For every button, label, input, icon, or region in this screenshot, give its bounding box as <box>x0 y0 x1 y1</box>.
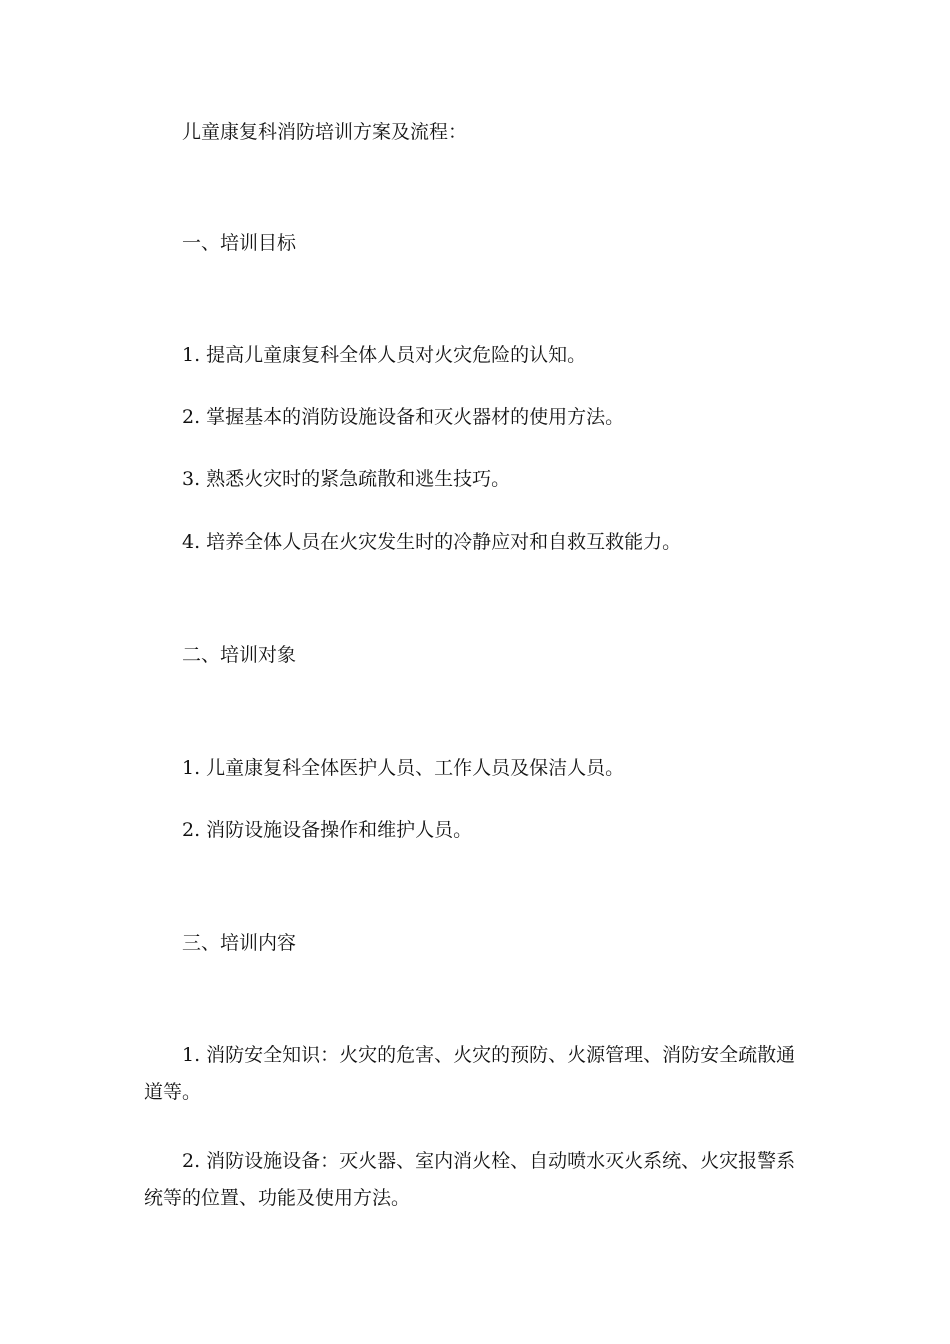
content-paragraph: 1. 消防安全知识：火灾的危害、火灾的预防、火源管理、消防安全疏散通道等。 <box>144 1044 796 1103</box>
list-item: 2. 消防设施设备操作和维护人员。 <box>182 819 473 841</box>
document-title: 儿童康复科消防培训方案及流程： <box>182 121 468 143</box>
section-heading-audience: 二、培训对象 <box>182 644 297 666</box>
section-heading-goals: 一、培训目标 <box>182 232 297 254</box>
list-item: 4. 培养全体人员在火灾发生时的冷静应对和自救互救能力。 <box>182 531 682 553</box>
list-item: 1. 提高儿童康复科全体人员对火灾危险的认知。 <box>182 344 587 366</box>
section-heading-content: 三、培训内容 <box>182 932 297 954</box>
list-item: 1. 儿童康复科全体医护人员、工作人员及保洁人员。 <box>182 757 625 779</box>
list-item: 2. 掌握基本的消防设施设备和灭火器材的使用方法。 <box>182 406 625 428</box>
content-paragraph: 2. 消防设施设备：灭火器、室内消火栓、自动喷水灭火系统、火灾报警系统等的位置、功能及使用方法。 <box>144 1150 796 1209</box>
list-item: 3. 熟悉火灾时的紧急疏散和逃生技巧。 <box>182 468 511 490</box>
